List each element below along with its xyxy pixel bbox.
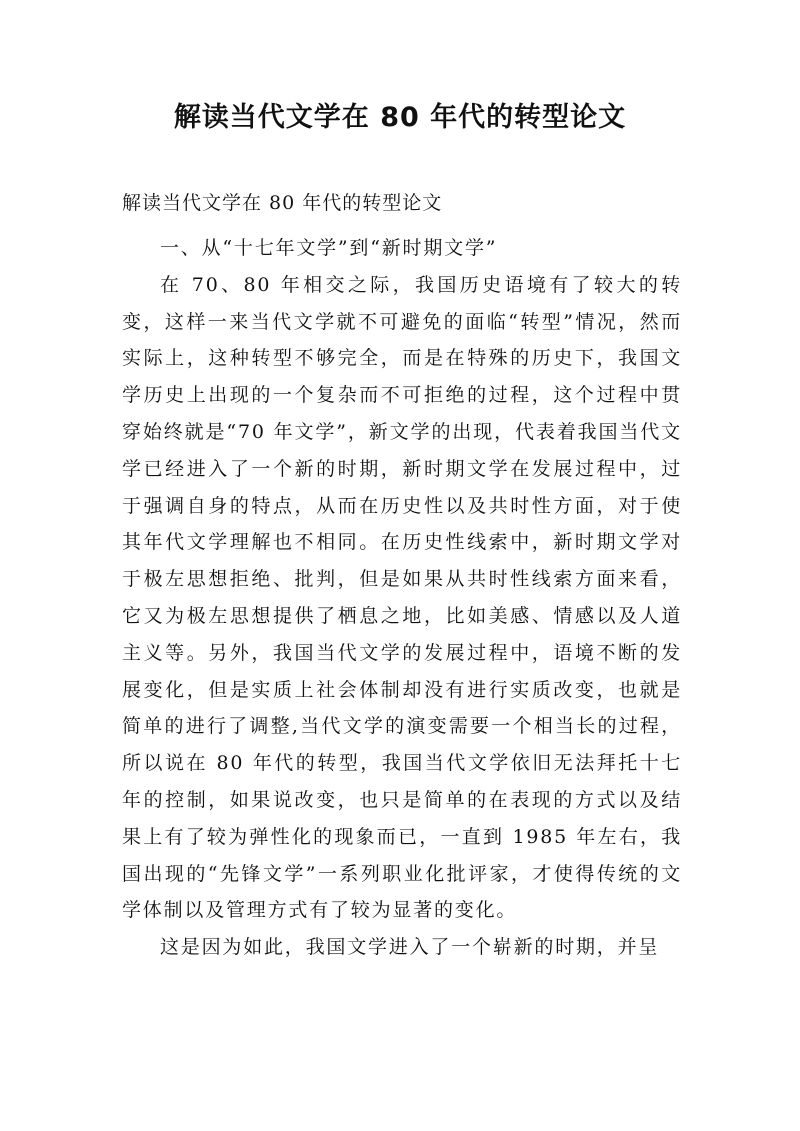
document-subtitle: 解读当代文学在 80 年代的转型论文 bbox=[122, 192, 443, 214]
section-heading: 一、从“十七年文学”到“新时期文学” bbox=[160, 237, 498, 259]
document-title: 解读当代文学在 80 年代的转型论文 bbox=[173, 102, 627, 133]
document-body bbox=[122, 230, 682, 966]
body-paragraph: 在 70、80 年相交之际，我国历史语境有了较大的转变，这样一来当代文学就不可避免的面临“转型”情况，然而实际上，这种转型不够完全，而是在特殊的历史下，我国文学历史上出现的一个复杂而不可拒绝的过程，这个过程中贯穿始终就是“70 年文学”，新文学的出现，代表着我国当代文学已经进入了一个新的时期，新时期文学在发展过程中，过于强调自身的特点，从而在历史性以及共时性方面，对于使其年代文学理解也不相同。在历史性线索中，新时期文学对于极左思想拒绝、批判，但是如果从共时性线索方面来看，它又为极左思想提供了栖息之地，比如美感、情感以及人道主义等。另外，我国当代文学的发展过程中，语境不断的发展变化，但是实质上社会体制却没有进行实质改变，也就是简单的进行了调整,当代文学的演变需要一个相当长的过程，所以说在 80 年代的转型，我国当代文学依旧无法拜托十七年的控制，如果说改变，也只是简单的在表现的方式以及结果上有了较为弹性化的现象而已，一直到 1985 年左右，我国出现的“先锋文学”一系列职业化批评家，才使得传统的文学体制以及管理方式有了较为显著的变化。 bbox=[122, 273, 682, 922]
body-paragraph: 这是因为如此，我国文学进入了一个崭新的时期，并呈 bbox=[160, 936, 660, 959]
